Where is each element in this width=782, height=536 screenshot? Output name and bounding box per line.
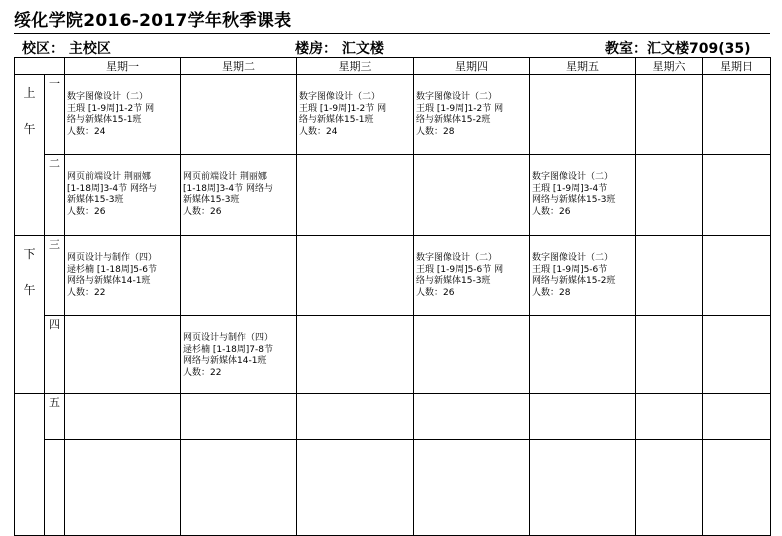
empty-cell — [414, 394, 530, 440]
afternoon-label — [15, 236, 45, 394]
room-label: 教室：汇文楼709(35) — [605, 41, 751, 57]
course-line: 网页设计与制作（四） — [183, 333, 274, 343]
course-cell — [414, 75, 530, 155]
period-label: 一 — [45, 75, 65, 155]
day-header: 星期五 — [530, 58, 636, 75]
half-char: 上 — [23, 86, 36, 100]
empty-cell — [181, 394, 297, 440]
title-divider — [14, 33, 770, 34]
empty-cell — [297, 155, 414, 236]
empty-cell — [636, 440, 703, 536]
morning-label — [15, 75, 45, 236]
day-header: 星期二 — [181, 58, 297, 75]
course-line: 网页前端设计 荆丽娜 — [183, 172, 267, 182]
empty-cell — [636, 155, 703, 236]
empty-cell — [181, 236, 297, 316]
course-line: 人数：24 — [299, 126, 338, 137]
course-line: [1-18周]3-4节 网络与 — [183, 183, 274, 194]
course-cell — [65, 155, 181, 236]
course-line: 网页前端设计 荆丽娜 — [67, 172, 151, 182]
empty-cell — [414, 316, 530, 394]
course-line: 人数：24 — [67, 126, 106, 137]
course-line: 人数：26 — [532, 206, 571, 217]
period-label: 五 — [45, 394, 65, 440]
course-line: 网络与新媒体14-1班 — [183, 356, 267, 366]
course-line: 人数：22 — [67, 287, 106, 298]
course-line: 逯杉楠 [1-18周]7-8节 — [183, 344, 274, 355]
empty-cell — [703, 394, 771, 440]
empty-cell — [65, 394, 181, 440]
empty-cell — [530, 394, 636, 440]
empty-cell — [703, 75, 771, 155]
period-label: 四 — [45, 316, 65, 394]
evening-label — [15, 394, 45, 536]
empty-cell — [297, 316, 414, 394]
day-header: 星期六 — [636, 58, 703, 75]
empty-cell — [414, 440, 530, 536]
period-label: 三 — [45, 236, 65, 316]
empty-cell — [530, 440, 636, 536]
course-line: 王瑕 [1-9周]5-6节 网 — [416, 264, 504, 275]
course-line: 逯杉楠 [1-18周]5-6节 — [67, 264, 158, 275]
course-line: 数字图像设计（二） — [299, 92, 381, 102]
half-char: 午 — [23, 122, 36, 136]
course-cell — [414, 236, 530, 316]
course-cell — [65, 75, 181, 155]
building-label: 楼房： 汇文楼 — [295, 41, 384, 57]
empty-cell — [65, 440, 181, 536]
course-line: 王瑕 [1-9周]1-2节 网 — [416, 103, 504, 114]
day-header: 星期三 — [297, 58, 414, 75]
timetable — [14, 57, 771, 536]
period-label: 二 — [45, 155, 65, 236]
empty-cell — [181, 75, 297, 155]
course-line: 数字图像设计（二） — [67, 92, 149, 102]
course-line: 王瑕 [1-9周]1-2节 网 — [299, 103, 387, 114]
empty-cell — [636, 316, 703, 394]
course-cell — [181, 316, 297, 394]
course-line: 人数：26 — [67, 206, 106, 217]
course-line: 人数：26 — [183, 206, 222, 217]
course-line: 络与新媒体15-1班 — [67, 115, 142, 125]
course-line: 数字图像设计（二） — [532, 172, 614, 182]
course-line: 新媒体15-3班 — [183, 195, 240, 205]
course-line: 数字图像设计（二） — [416, 92, 498, 102]
course-line: [1-18周]3-4节 网络与 — [67, 183, 158, 194]
course-line: 网络与新媒体14-1班 — [67, 276, 151, 286]
empty-cell — [297, 236, 414, 316]
course-line: 数字图像设计（二） — [416, 253, 498, 263]
day-header: 星期四 — [414, 58, 530, 75]
page-title: 绥化学院2016-2017学年秋季课表 — [14, 11, 292, 31]
course-line: 人数：26 — [416, 287, 455, 298]
half-char: 午 — [23, 283, 36, 297]
empty-cell — [703, 155, 771, 236]
empty-cell — [636, 394, 703, 440]
course-line: 网络与新媒体15-3班 — [532, 195, 616, 205]
day-header: 星期一 — [65, 58, 181, 75]
course-line: 人数：28 — [532, 287, 571, 298]
course-cell — [530, 155, 636, 236]
empty-cell — [297, 440, 414, 536]
empty-cell — [703, 440, 771, 536]
course-line: 新媒体15-3班 — [67, 195, 124, 205]
half-char: 下 — [23, 247, 36, 261]
course-line: 络与新媒体15-2班 — [416, 115, 491, 125]
course-cell — [65, 236, 181, 316]
course-cell — [530, 236, 636, 316]
day-header: 星期日 — [703, 58, 771, 75]
empty-cell — [530, 316, 636, 394]
empty-cell — [636, 236, 703, 316]
course-line: 人数：22 — [183, 367, 222, 378]
course-cell — [181, 155, 297, 236]
empty-cell — [181, 440, 297, 536]
empty-cell — [297, 394, 414, 440]
course-cell — [297, 75, 414, 155]
course-line: 网页设计与制作（四） — [67, 253, 158, 263]
course-line: 王瑕 [1-9周]3-4节 — [532, 183, 608, 194]
course-line: 络与新媒体15-1班 — [299, 115, 374, 125]
empty-cell — [636, 75, 703, 155]
course-line: 数字图像设计（二） — [532, 253, 614, 263]
course-line: 络与新媒体15-3班 — [416, 276, 491, 286]
course-line: 王瑕 [1-9周]5-6节 — [532, 264, 608, 275]
empty-cell — [65, 316, 181, 394]
course-line: 网络与新媒体15-2班 — [532, 276, 616, 286]
campus-label: 校区： 主校区 — [22, 41, 111, 57]
empty-cell — [703, 236, 771, 316]
period-label-empty — [45, 440, 65, 536]
empty-cell — [703, 316, 771, 394]
course-line: 王瑕 [1-9周]1-2节 网 — [67, 103, 155, 114]
course-line: 人数：28 — [416, 126, 455, 137]
empty-cell — [414, 155, 530, 236]
corner-cell — [15, 58, 65, 75]
empty-cell — [530, 75, 636, 155]
